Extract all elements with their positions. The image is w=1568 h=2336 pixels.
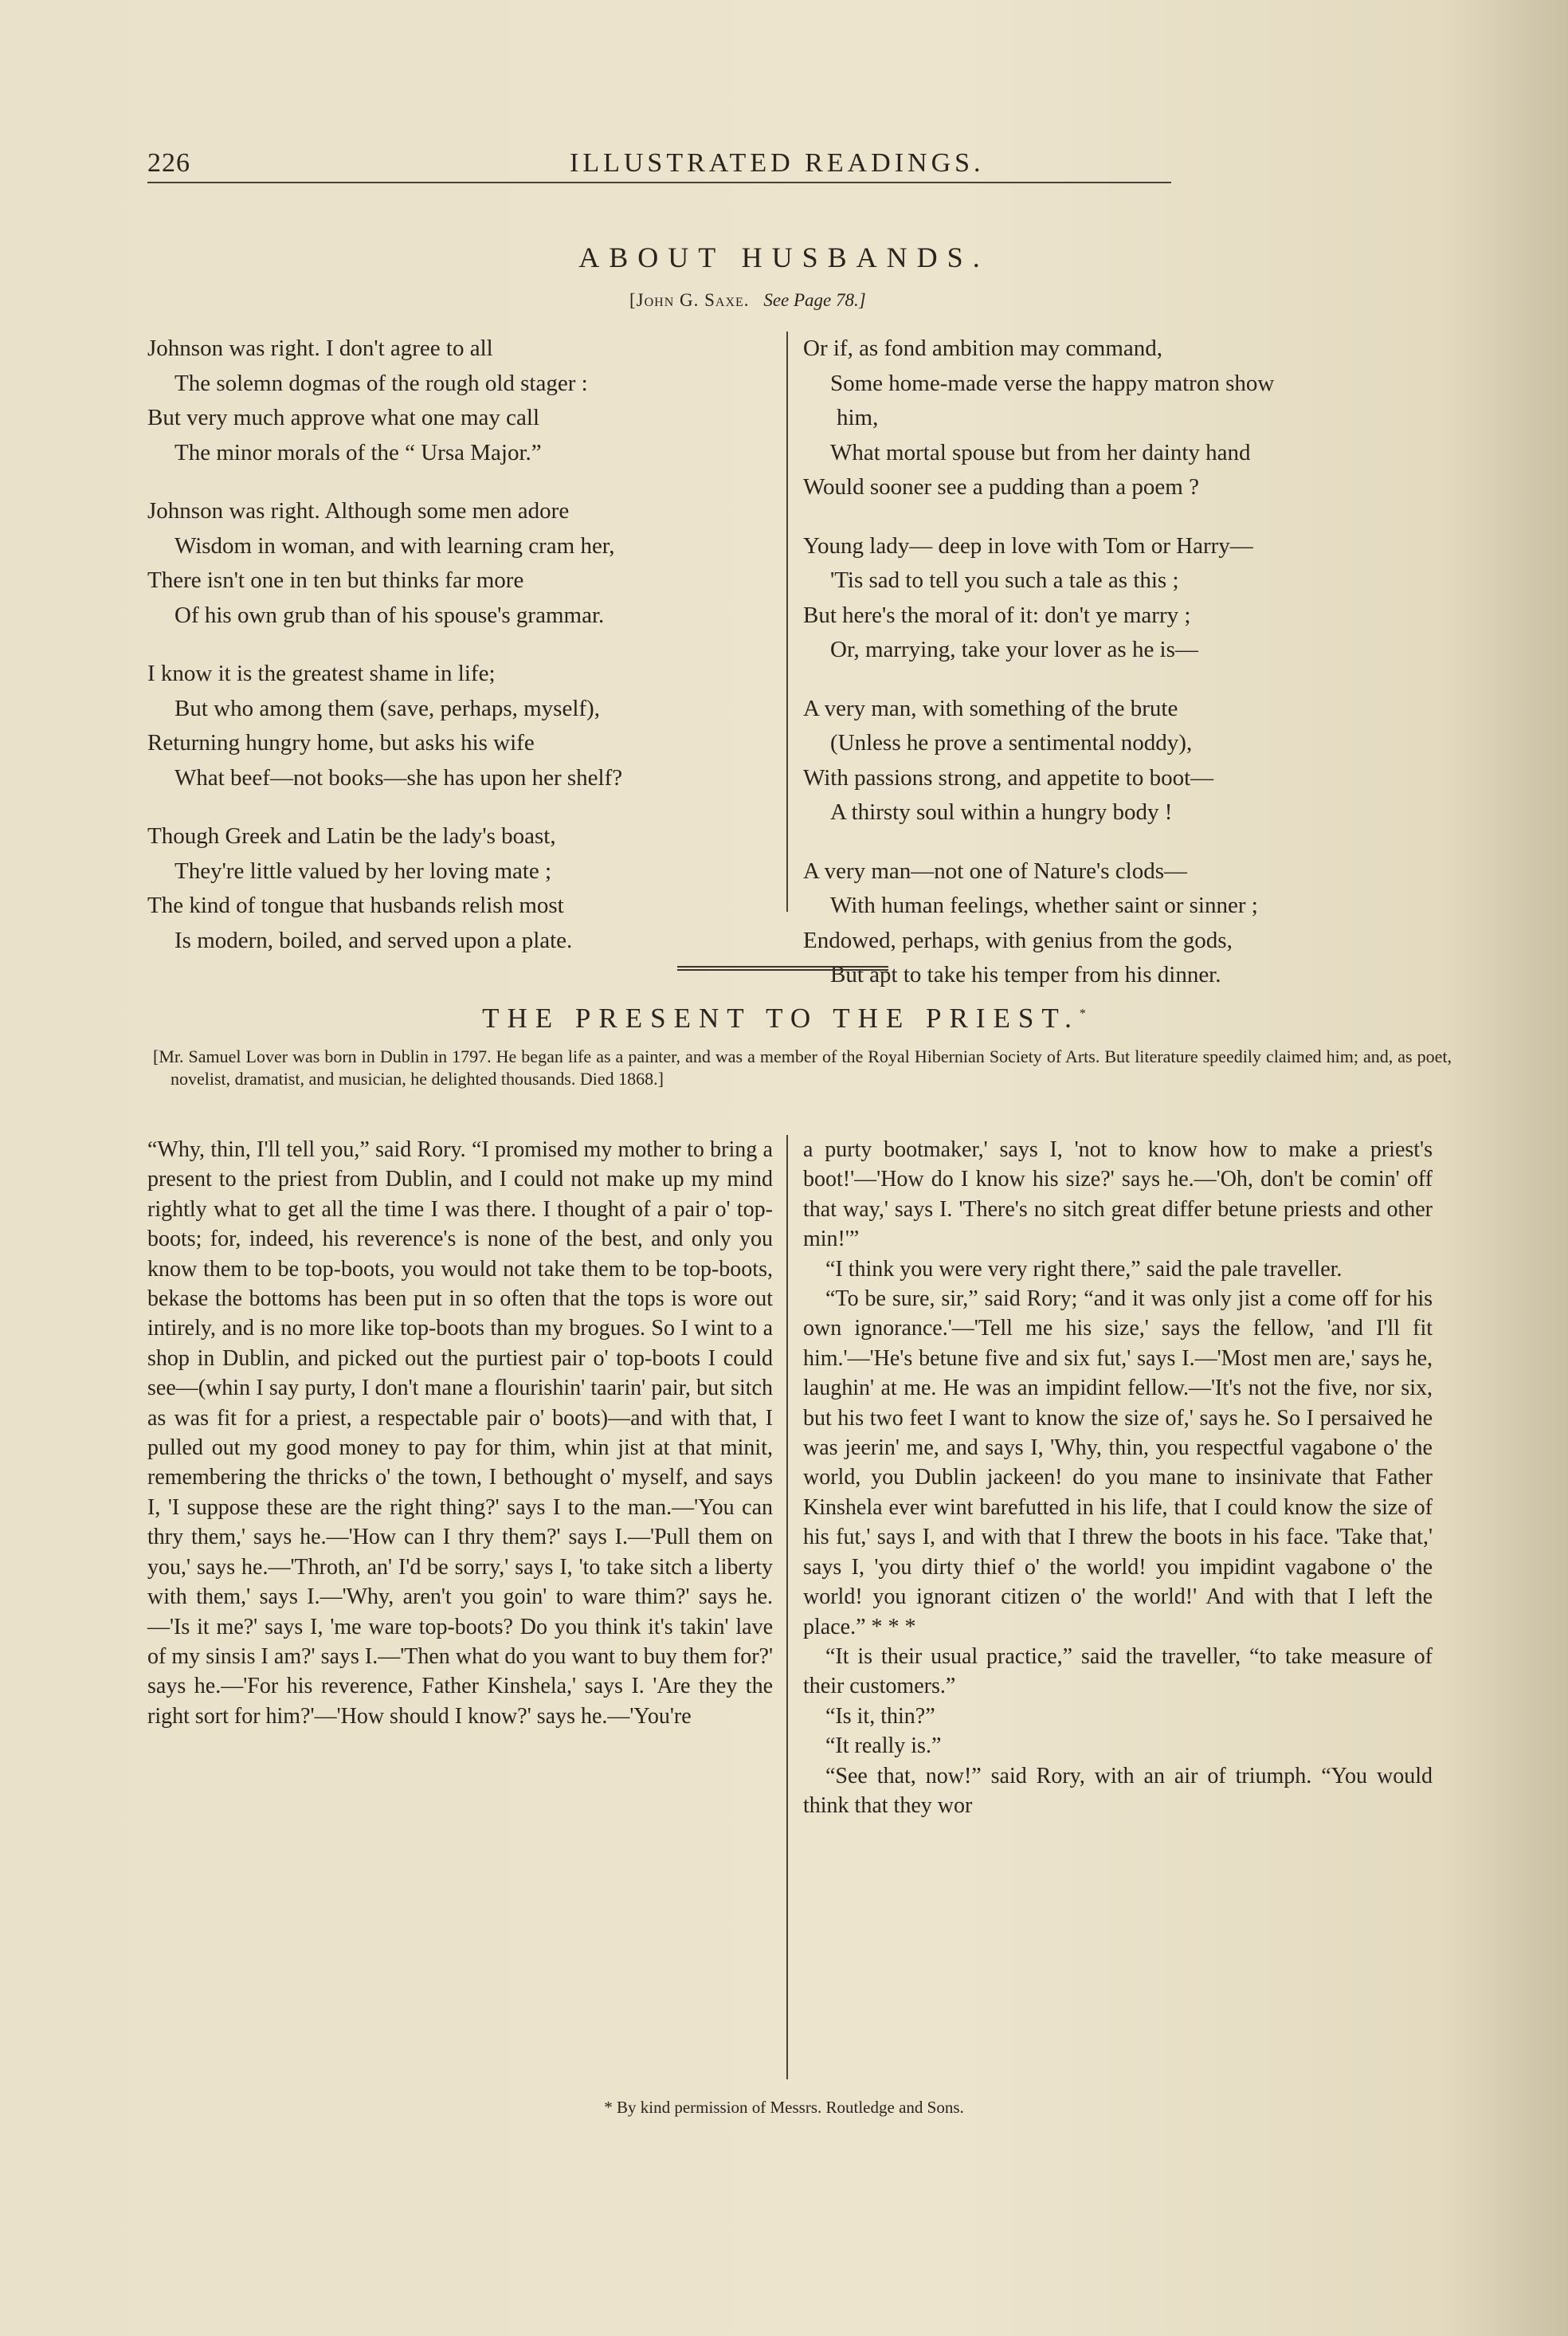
story-paragraph: “It really is.” [825,1733,942,1759]
story-paragraph: a purty bootmaker,' says I, 'not to know how to make a priest's boot!'—'How do I know his size?' says he.—'Oh, don't be comin' off that way,' says I. 'There's no sitch great differ betune priests and other min!'” [803,1137,1433,1252]
story-right-column [803,1135,1433,1820]
poem-line: They're little valued by her loving mate ; [174,858,552,884]
poem-stanza [147,819,622,958]
poem-attribution [629,290,866,311]
poem-line: The minor morals of the “ Ursa Major.” [174,439,542,465]
running-head: ILLUSTRATED READINGS. [570,148,985,178]
story-left-column [147,1135,773,1731]
poem-stanza [147,657,622,795]
column-divider-poem [786,332,788,912]
poem-line: Or, marrying, take your lover as he is— [830,637,1198,662]
page-number: 226 [147,148,190,178]
story-paragraph: “See that, now!” said Rory, with an air of triumph. “You would think that they wor [803,1763,1433,1818]
poem-line: But here's the moral of it: don't ye marry ; [803,602,1191,628]
poem-stanza [803,332,1274,505]
poem-line: Johnson was right. I don't agree to all [147,336,493,361]
story-title [0,1003,1568,1035]
poem-line: A very man—not one of Nature's clods— [803,858,1188,884]
poem-line: (Unless he prove a sentimental noddy), [830,730,1193,756]
poem-page-ref: See Page 78.] [763,290,866,310]
poem-stanza [803,854,1274,993]
poem-line: What mortal spouse but from her dainty hand [830,439,1251,465]
story-intro: [Mr. Samuel Lover was born in Dublin in 1797. He began life as a painter, and was a member of the Royal Hibernian Society of Arts. But literature speedily claimed him; and, as poet, novelist, dramatist, and musician, he delighted thousands. Died 1868.] [153,1046,1452,1089]
story-paragraph: “It is their usual practice,” said the traveller, “to take measure of their customers.” [803,1643,1433,1699]
poem-line: Johnson was right. Although some men adore [147,498,570,524]
poem-title: ABOUT HUSBANDS. [578,241,990,273]
header-rule [147,182,1171,183]
poem-stanza [803,692,1274,830]
footnote-marker: * [1079,1007,1086,1021]
story-paragraph: “To be sure, sir,” said Rory; “and it was only jist a come off for his own ignorance.'—'Tell me his size,' says the fellow, 'and I'll fit him.'—'He's betune five and six fut,' says I.—'Most men are,' says he, laughin' at me. He was an impidint fellow.—'It's not the five, nor six, but his two feet I want to know the size of,' says he. So I persaived he was jeerin' me, and says I, 'Why, thin, you respectful vagabone o' the world, you Dublin jackeen! do you mane to insinivate that Father Kinshela ever wint barefutted in his life, that I could know the size of his fut,' says I, and with that I threw the boots in his face. 'Take that,' says I, 'you dirty thief o' the world! you impidint vagabone o' the world! you ignorant citizen o' the world!' And with that I left the place.” * * * [803,1286,1433,1639]
poem-line: A thirsty soul within a hungry body ! [830,799,1173,825]
story-paragraph: “Is it, thin?” [825,1703,935,1729]
footnote: * By kind permission of Messrs. Routledge and Sons. [604,2098,964,2117]
poem-line: 'Tis sad to tell you such a tale as this ; [830,567,1179,593]
poem-stanza [147,494,622,633]
poem-line: But who among them (save, perhaps, myself), [174,695,600,721]
section-divider [677,966,888,971]
poem-line: Is modern, boiled, and served upon a plate. [174,927,573,953]
poem-line: The kind of tongue that husbands relish most [147,893,564,918]
story-paragraph: “I think you were very right there,” said the pale traveller. [825,1256,1343,1282]
poem-author: [John G. Saxe. [629,290,750,310]
poem-line: There isn't one in ten but thinks far more [147,567,524,593]
page-header [147,148,1462,185]
poem-line: But apt to take his temper from his dinner. [830,962,1221,987]
poem-line: Returning hungry home, but asks his wife [147,730,535,756]
poem-line: Though Greek and Latin be the lady's boast, [147,823,556,849]
story-title-text: THE PRESENT TO THE PRIEST. [482,1003,1080,1034]
poem-line: What beef—not books—she has upon her shelf? [174,764,623,791]
poem-right-column [803,332,1274,1017]
poem-line: But very much approve what one may call [147,405,540,430]
poem-line: Some home-made verse the happy matron show [830,370,1275,396]
poem-line: Wisdom in woman, and with learning cram her, [174,532,615,559]
poem-line: Of his own grub than of his spouse's grammar. [174,602,605,628]
poem-line: A very man, with something of the brute [803,695,1178,721]
poem-line: Young lady— deep in love with Tom or Harry— [803,532,1253,559]
poem-line: him, [837,405,879,430]
poem-line: Would sooner see a pudding than a poem ? [803,474,1199,500]
poem-line: Or if, as fond ambition may command, [803,336,1163,361]
poem-left-column [147,332,622,982]
poem-stanza [147,332,622,470]
poem-line: I know it is the greatest shame in life; [147,661,496,686]
story-paragraph: “Why, thin, I'll tell you,” said Rory. “I promised my mother to bring a present to the priest from Dublin, and I could not make up my mind rightly what to get all the time I was there. I thought of a pair o' top-boots; for, indeed, his reverence's is none of the best, and only you know them to be top-boots, you would not take them to be top-boots, bekase the bottoms has been put in so often that the tops is wore out intirely, and is no more like top-boots than my brogues. So I wint to a shop in Dublin, and picked out the purtiest pair o' top-boots I could see—(whin I say purty, I don't mane a flourishin' taarin' pair, but sitch as was fit for a priest, a respectable pair o' boots)—and with that, I pulled out my good money to pay for thim, whin jist at that minit, remembering the thricks o' the town, I bethought o' myself, and says I, 'I suppose these are the right thing?' says I to the man.—'You can thry them,' says he.—'How can I thry them?' says I.—'Pull them on you,' says he.—'Throth, an' I'd be sorry,' says I, 'to take sitch a liberty with them,' says I.—'Why, aren't you goin' to ware thim?' says he.—'Is it me?' says I, 'me ware top-boots? Do you think it's takin' lave of my sinsis I am?' says I.—'Then what do you want to buy them for?' says he.—'For his reverence, Father Kinshela,' says I. 'Are they the right sort for him?'—'How should I know?' says he.—'You're [147,1137,773,1729]
column-divider-story [786,1135,788,2079]
poem-line: The solemn dogmas of the rough old stager : [174,370,588,396]
poem-line: Endowed, perhaps, with genius from the gods, [803,927,1233,953]
poem-line: With passions strong, and appetite to boot— [803,764,1214,791]
poem-line: With human feelings, whether saint or sinner ; [830,893,1258,918]
poem-stanza [803,529,1274,668]
